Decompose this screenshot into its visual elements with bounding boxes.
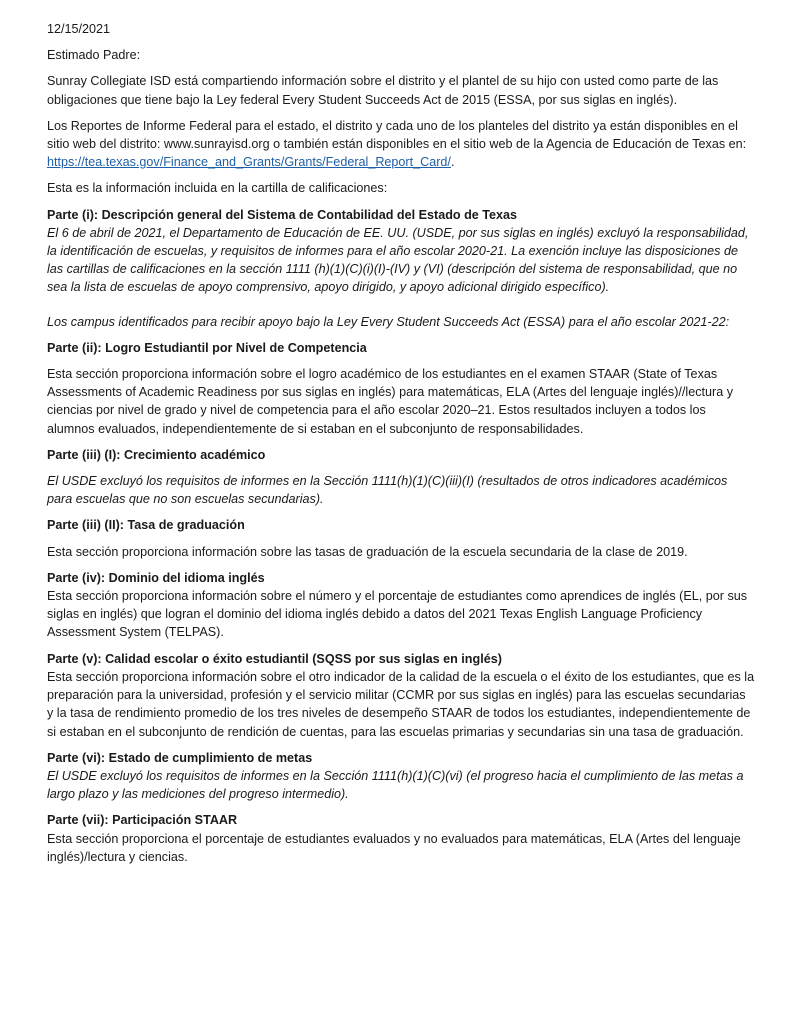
part-4-body: Esta sección proporciona información sobre el número y el porcentaje de estudiantes como aprendices de inglés (EL, por sus siglas en inglés) que logran el dominio del idioma inglés debido a datos del 2021 Texas English Language Proficiency Assessment System (TELPAS). (47, 589, 748, 640)
letter-date: 12/15/2021 (47, 22, 111, 36)
part-7-heading: Parte (vii): Participación STAAR (47, 813, 238, 828)
part-6-body: El USDE excluyó los requisitos de informes en la Sección 1111(h)(1)(C)(vi) (el progreso hacia el cumplimiento de las metas a largo plazo y las mediciones del progreso intermedio). (47, 768, 744, 802)
tea-report-link[interactable]: https://tea.texas.gov/Finance_and_Grants/Grants/Federal_Report_Card/ (47, 155, 451, 170)
included-intro: Esta es la información incluida en la cartilla de calificaciones: (47, 181, 388, 196)
part-7-body: Esta sección proporciona el porcentaje de estudiantes evaluados y no evaluados para matemáticas, ELA (Artes del lenguaje inglés)/lectura y ciencias. (47, 831, 741, 864)
part-5-heading: Parte (v): Calidad escolar o éxito estudiantil (SQSS por sus siglas en inglés) (47, 651, 502, 666)
greeting: Estimado Padre: (47, 48, 141, 63)
part-3b-body: Esta sección proporciona información sobre las tasas de graduación de la escuela secundaria de la clase de 2019. (47, 544, 688, 559)
section-part-1 (47, 206, 755, 297)
part-3b-heading: Parte (iii) (II): Tasa de graduación (47, 518, 245, 533)
reports-paragraph (47, 117, 755, 172)
section-part-6 (47, 749, 755, 804)
section-part-7 (47, 811, 755, 866)
reports-end: . (450, 155, 455, 170)
part-2-heading: Parte (ii): Logro Estudiantil por Nivel de Competencia (47, 340, 367, 355)
section-part-5 (47, 650, 755, 741)
spacer (47, 299, 755, 313)
intro-paragraph: Sunray Collegiate ISD está compartiendo información sobre el distrito y el plantel de su hijo con usted como parte de las obligaciones que tiene bajo la Ley federal Every Student Succeeds Act de 2015 (ESSA, por sus siglas en inglés). (47, 74, 719, 107)
part-4-heading: Parte (iv): Dominio del idioma inglés (47, 570, 265, 585)
part-3a-body: El USDE excluyó los requisitos de informes en la Sección 1111(h)(1)(C)(iii)(I) (resultados de otros indicadores académicos para escuelas que no son escuelas secundarias). (47, 474, 728, 507)
section-part-4 (47, 569, 755, 642)
part-2-body: Esta sección proporciona información sobre el logro académico de los estudiantes en el examen STAAR (State of Texas Assessments of Academic Readiness por sus siglas en inglés) para matemáticas, ELA (Artes del lenguaje inglés)//lectura y ciencias por nivel de grado y nivel de competencia para el año escolar 2020–21. Estos resultados incluyen a todos los alumnos evaluados, independientemente de si estaban en el subconjunto de responsabilidades. (47, 367, 733, 436)
part-1-body: El 6 de abril de 2021, el Departamento de Educación de EE. UU. (USDE, por sus siglas en inglés) excluyó la responsabilidad, la identificación de escuelas, y requisitos de informes para el año escolar 2020-21. La exención incluye las disposiciones de las cartillas de calificaciones en la sección 1111 (h)(1)(C)(i)(I)-(IV) y (VI) (descripción del sistema de responsabilidad, que no sea la lista de escuelas de apoyo comprensivo, apoyo dirigido, y apoyo adicional dirigido específico). (47, 225, 749, 295)
reports-text: Los Reportes de Informe Federal para el estado, el distrito y cada uno de los planteles del distrito ya están disponibles en el sitio web del distrito: www.sunrayisd.org o también están disponibles en el sitio web de la Agencia de Educación de Texas en: (47, 118, 747, 152)
part-5-body: Esta sección proporciona información sobre el otro indicador de la calidad de la escuela o el éxito de los estudiantes, que es la preparación para la universidad, profesión y el servicio militar (CCMR por sus siglas en inglés) para las escuelas secundarias y la tasa de rendimiento promedio de los tres niveles de desempeño STAAR de todos los estudiantes, independientemente de si estaban en el subconjunto de rendición de cuentas, para las escuelas primarias y secundarias sin una tasa de graduación. (47, 669, 755, 739)
part-1-note: Los campus identificados para recibir apoyo bajo la Ley Every Student Succeeds Act (ESSA) para el año escolar 2021-22: (47, 314, 730, 329)
part-6-heading: Parte (vi): Estado de cumplimiento de metas (47, 750, 313, 765)
part-1-heading: Parte (i): Descripción general del Sistema de Contabilidad del Estado de Texas (47, 207, 518, 222)
part-3a-heading: Parte (iii) (I): Crecimiento académico (47, 447, 266, 462)
